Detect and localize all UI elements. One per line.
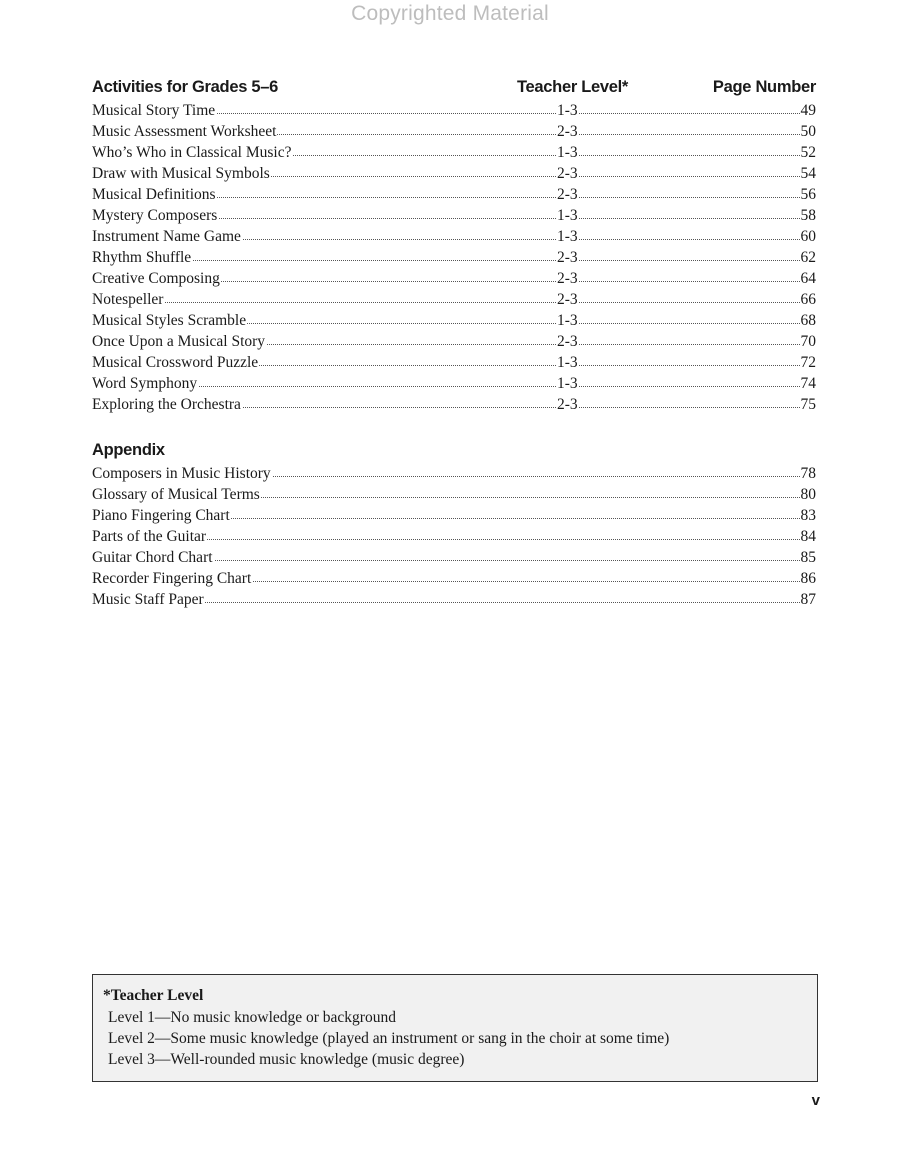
entry-title: Musical Story Time <box>92 102 216 119</box>
entry-page-number: 74 <box>800 375 816 392</box>
toc-entry <box>92 100 816 121</box>
entry-title: Glossary of Musical Terms <box>92 486 260 503</box>
entry-title: Music Staff Paper <box>92 591 204 608</box>
entry-title: Mystery Composers <box>92 207 218 224</box>
copyright-watermark: Copyrighted Material <box>351 2 549 25</box>
dot-leader <box>92 386 816 387</box>
appendix-list <box>92 463 816 610</box>
dot-leader <box>92 260 816 261</box>
entry-title: Music Assessment Worksheet <box>92 123 277 140</box>
entry-page-number: 87 <box>800 591 816 608</box>
toc-entry <box>92 463 816 484</box>
entry-title: Rhythm Shuffle <box>92 249 192 266</box>
entry-page-number: 75 <box>800 396 816 413</box>
section-title: Appendix <box>92 441 165 459</box>
entry-title: Parts of the Guitar <box>92 528 207 545</box>
entry-page-number: 84 <box>800 528 816 545</box>
entry-page-number: 60 <box>800 228 816 245</box>
entry-title: Exploring the Orchestra <box>92 396 241 413</box>
legend-line-level-3: Level 3—Well-rounded music knowledge (music degree) <box>108 1051 465 1068</box>
entry-teacher-level: 1-3 <box>557 144 578 161</box>
entry-title: Notespeller <box>92 291 164 308</box>
dot-leader <box>92 302 816 303</box>
toc-entry <box>92 484 816 505</box>
toc-entry <box>92 310 816 331</box>
entry-title: Guitar Chord Chart <box>92 549 213 566</box>
entry-page-number: 58 <box>800 207 816 224</box>
entry-page-number: 49 <box>800 102 816 119</box>
entry-title: Once Upon a Musical Story <box>92 333 266 350</box>
entry-teacher-level: 2-3 <box>557 396 578 413</box>
entry-teacher-level: 2-3 <box>557 249 578 266</box>
entry-page-number: 54 <box>800 165 816 182</box>
entry-page-number: 68 <box>800 312 816 329</box>
legend-line-level-1: Level 1—No music knowledge or background <box>108 1009 396 1026</box>
entry-page-number: 85 <box>800 549 816 566</box>
entry-title: Musical Crossword Puzzle <box>92 354 259 371</box>
toc-entry <box>92 205 816 226</box>
entry-title: Musical Definitions <box>92 186 216 203</box>
entry-page-number: 80 <box>800 486 816 503</box>
entry-title: Composers in Music History <box>92 465 271 482</box>
entry-teacher-level: 2-3 <box>557 270 578 287</box>
entry-page-number: 62 <box>800 249 816 266</box>
toc-entry <box>92 331 816 352</box>
toc-entry <box>92 505 816 526</box>
entry-teacher-level: 2-3 <box>557 333 578 350</box>
legend-title: *Teacher Level <box>103 987 204 1004</box>
entry-page-number: 52 <box>800 144 816 161</box>
entry-page-number: 64 <box>800 270 816 287</box>
entry-title: Word Symphony <box>92 375 198 392</box>
toc-entry <box>92 163 816 184</box>
entry-teacher-level: 2-3 <box>557 165 578 182</box>
entry-teacher-level: 2-3 <box>557 123 578 140</box>
toc-entry <box>92 589 816 610</box>
entry-title: Draw with Musical Symbols <box>92 165 270 182</box>
toc-entry <box>92 568 816 589</box>
toc-entry <box>92 247 816 268</box>
teacher-level-legend <box>92 974 818 1082</box>
entry-teacher-level: 1-3 <box>557 102 578 119</box>
entry-teacher-level: 1-3 <box>557 375 578 392</box>
entry-teacher-level: 2-3 <box>557 186 578 203</box>
toc-entry <box>92 526 816 547</box>
entry-title: Musical Styles Scramble <box>92 312 247 329</box>
toc-entry <box>92 394 816 415</box>
activities-section-header <box>92 78 816 102</box>
activities-list <box>92 100 816 415</box>
entry-page-number: 78 <box>800 465 816 482</box>
entry-title: Creative Composing <box>92 270 220 287</box>
entry-teacher-level: 1-3 <box>557 354 578 371</box>
toc-entry <box>92 226 816 247</box>
entry-page-number: 86 <box>800 570 816 587</box>
entry-page-number: 83 <box>800 507 816 524</box>
entry-page-number: 70 <box>800 333 816 350</box>
entry-page-number: 66 <box>800 291 816 308</box>
entry-teacher-level: 1-3 <box>557 228 578 245</box>
entry-teacher-level: 1-3 <box>557 312 578 329</box>
toc-entry <box>92 289 816 310</box>
appendix-section-header <box>92 441 816 465</box>
toc-entry <box>92 268 816 289</box>
page-number-column-header: Page Number <box>712 78 816 96</box>
entry-title: Recorder Fingering Chart <box>92 570 252 587</box>
toc-entry <box>92 352 816 373</box>
entry-page-number: 72 <box>800 354 816 371</box>
entry-teacher-level: 1-3 <box>557 207 578 224</box>
entry-title: Instrument Name Game <box>92 228 241 245</box>
section-title: Activities for Grades 5–6 <box>92 78 279 96</box>
toc-entry <box>92 547 816 568</box>
legend-line-level-2: Level 2—Some music knowledge (played an instrument or sang in the choir at some time) <box>108 1030 670 1047</box>
toc-entry <box>92 184 816 205</box>
teacher-level-column-header: Teacher Level* <box>517 78 629 96</box>
entry-title: Piano Fingering Chart <box>92 507 230 524</box>
entry-teacher-level: 2-3 <box>557 291 578 308</box>
toc-entry <box>92 142 816 163</box>
entry-page-number: 50 <box>800 123 816 140</box>
toc-entry <box>92 121 816 142</box>
toc-entry <box>92 373 816 394</box>
entry-page-number: 56 <box>800 186 816 203</box>
page-number: v <box>811 1092 820 1109</box>
entry-title: Who’s Who in Classical Music? <box>92 144 292 161</box>
